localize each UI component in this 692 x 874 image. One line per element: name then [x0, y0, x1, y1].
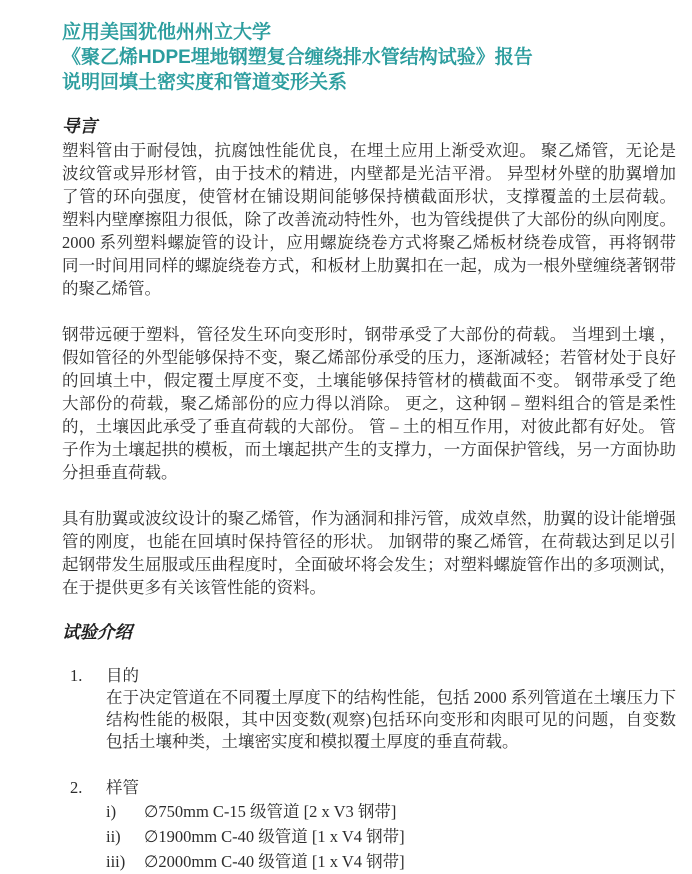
subitem-text: ∅750mm C-15 级管道 [2 x V3 钢带]	[144, 802, 397, 821]
subitem-text: ∅2000mm C-40 级管道 [1 x V4 钢带]	[144, 852, 405, 871]
subitem-marker: i)	[106, 802, 117, 821]
subitem-pipe-2	[106, 824, 676, 849]
section-test-description	[62, 621, 676, 874]
subitem-marker: iii)	[106, 852, 126, 871]
item-label: 目的	[106, 666, 139, 685]
section-intro	[62, 115, 676, 599]
title-line-2: 《聚乙烯HDPE埋地钢塑复合缠绕排水管结构试验》报告	[62, 47, 533, 68]
item-label: 样管	[106, 778, 139, 797]
intro-heading: 导言	[62, 116, 97, 136]
list-item-sample-pipes	[62, 777, 676, 874]
list-item-purpose	[62, 665, 676, 753]
item-number: 2.	[70, 778, 83, 797]
item-body: 在于决定管道在不同覆土厚度下的结构性能，包括 2000 系列管道在土壤压力下结构性能的极限，其中因变数(观察)包括环向变形和肉眼可见的问题，自变数包括土壤种类，土壤密实度和模拟覆土厚度的垂直荷载。	[106, 688, 676, 751]
subitem-pipe-3	[106, 849, 676, 874]
subitem-text: ∅1900mm C-40 级管道 [1 x V4 钢带]	[144, 827, 405, 846]
intro-paragraph-1: 塑料管由于耐侵蚀，抗腐蚀性能优良，在埋土应用上渐受欢迎。 聚乙烯管，无论是波纹管或异形材管，由于技术的精进，内壁都是光洁平滑。 异型材外壁的肋翼增加了管的环向强度，使管材在铺设期间能够保持横截面形状，支撑覆盖的土层荷载。 塑料内壁摩擦阻力很低，除了改善流动特性外，也为管线提供了大部份的纵向刚度。 2000 系列塑料螺旋管的设计，应用螺旋绕卷方式将聚乙烯板材绕卷成管，再将钢带同一时间用同样的螺旋绕卷方式，和板材上肋翼扣在一起，成为一根外壁缠绕著钢带的聚乙烯管。	[62, 141, 676, 298]
title-line-1: 应用美国犹他州州立大学	[62, 22, 272, 43]
item-number: 1.	[70, 666, 83, 685]
title-line-3: 说明回填土密实度和管道变形关系	[62, 72, 348, 93]
subitem-marker: ii)	[106, 827, 121, 846]
intro-paragraph-2: 钢带远硬于塑料，管径发生环向变形时，钢带承受了大部份的荷载。 当埋到土壤 ，假如管径的外型能够保持不变，聚乙烯部份承受的压力，逐渐减轻；若管材处于良好的回填土中，假定覆土厚度不变，土壤能够保持管材的横截面不变。 钢带承受了绝大部份的荷载，聚乙烯部份的应力得以消除。 更之，这种钢 – 塑料组合的管是柔性的，土壤因此承受了垂直荷载的大部份。 管 – 土的相互作用，对彼此都有好处。 管子作为土壤起拱的模板，而土壤起拱产生的支撑力，一方面保护管线，另一方面协助分担垂直荷载。	[62, 325, 676, 482]
test-heading: 试验介绍	[62, 622, 132, 642]
document-title	[62, 20, 676, 95]
subitem-pipe-1	[106, 799, 676, 824]
intro-paragraph-3: 具有肋翼或波纹设计的聚乙烯管，作为涵洞和排污管，成效卓然，肋翼的设计能增强管的刚度，也能在回填时保持管径的形状。 加钢带的聚乙烯管，在荷载达到足以引起钢带发生屈服或压曲程度时，全面破坏将会发生；对塑料螺旋管作出的多项测试，在于提供更多有关该管性能的资料。	[62, 509, 676, 597]
